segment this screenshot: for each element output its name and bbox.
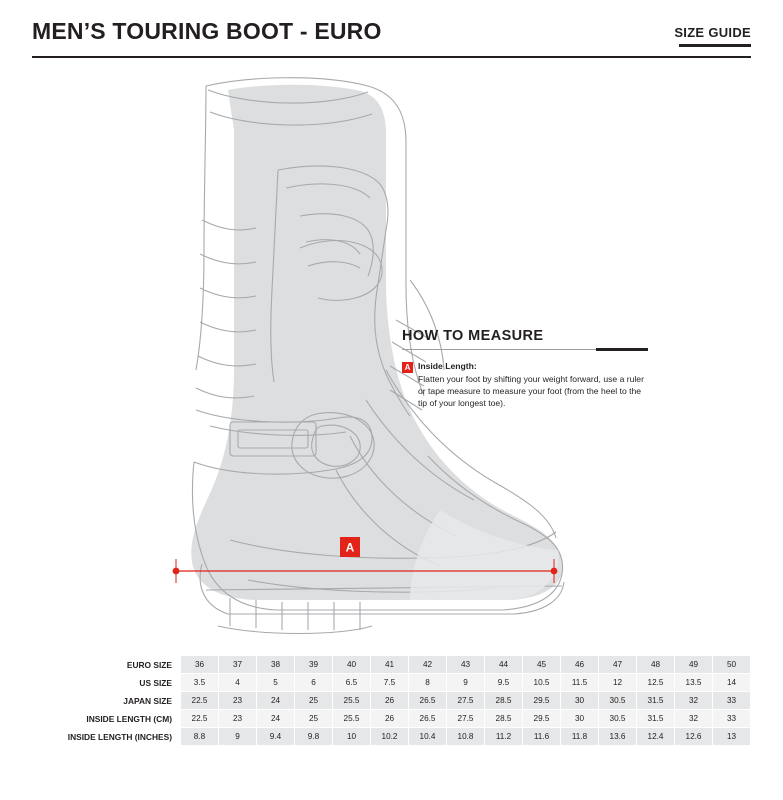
cell: 10.4 bbox=[409, 728, 447, 746]
table-row bbox=[33, 692, 751, 710]
cell: 24 bbox=[257, 692, 295, 710]
cell: 31.5 bbox=[637, 710, 675, 728]
cell: 13.6 bbox=[599, 728, 637, 746]
cell: 42 bbox=[409, 656, 447, 674]
cell: 25 bbox=[295, 710, 333, 728]
measure-description bbox=[418, 361, 652, 409]
page-title: MEN’S TOURING BOOT - EURO bbox=[32, 18, 382, 44]
row-label-euro-size: EURO SIZE bbox=[33, 656, 181, 674]
measure-item-text: Flatten your foot by shifting your weight forward, use a ruler or tape measure to measure your foot (from the heel to the tip of your longest toe). bbox=[418, 373, 644, 408]
cell: 11.8 bbox=[561, 728, 599, 746]
cell: 26 bbox=[371, 692, 409, 710]
cell: 33 bbox=[713, 710, 751, 728]
size-table-container bbox=[32, 655, 751, 746]
cell: 26.5 bbox=[409, 692, 447, 710]
how-to-measure-title: HOW TO MEASURE bbox=[402, 328, 544, 344]
table-row bbox=[33, 710, 751, 728]
cell: 10.5 bbox=[523, 674, 561, 692]
cell: 27.5 bbox=[447, 692, 485, 710]
cell: 22.5 bbox=[181, 710, 219, 728]
how-to-measure-section bbox=[402, 328, 652, 409]
cell: 9.8 bbox=[295, 728, 333, 746]
table-row bbox=[33, 674, 751, 692]
cell: 44 bbox=[485, 656, 523, 674]
cell: 28.5 bbox=[485, 692, 523, 710]
cell: 49 bbox=[675, 656, 713, 674]
cell: 33 bbox=[713, 692, 751, 710]
cell: 11.6 bbox=[523, 728, 561, 746]
cell: 25.5 bbox=[333, 692, 371, 710]
cell: 13 bbox=[713, 728, 751, 746]
row-label-inside-length-cm: INSIDE LENGTH (CM) bbox=[33, 710, 181, 728]
cell: 43 bbox=[447, 656, 485, 674]
svg-text:A: A bbox=[345, 540, 355, 555]
cell: 40 bbox=[333, 656, 371, 674]
cell: 46 bbox=[561, 656, 599, 674]
cell: 37 bbox=[219, 656, 257, 674]
measure-badge-label: A bbox=[402, 362, 413, 373]
cell: 32 bbox=[675, 710, 713, 728]
cell: 4 bbox=[219, 674, 257, 692]
cell: 8 bbox=[409, 674, 447, 692]
cell: 3.5 bbox=[181, 674, 219, 692]
header-right-group bbox=[674, 25, 751, 47]
cell: 45 bbox=[523, 656, 561, 674]
cell: 12.5 bbox=[637, 674, 675, 692]
cell: 10.8 bbox=[447, 728, 485, 746]
page-header bbox=[32, 18, 751, 60]
row-label-inside-length-inches: INSIDE LENGTH (INCHES) bbox=[33, 728, 181, 746]
cell: 10.2 bbox=[371, 728, 409, 746]
measure-badge-a bbox=[340, 537, 360, 557]
size-table bbox=[32, 655, 751, 746]
cell: 50 bbox=[713, 656, 751, 674]
how-to-measure-divider bbox=[402, 349, 648, 350]
cell: 6.5 bbox=[333, 674, 371, 692]
cell: 9 bbox=[447, 674, 485, 692]
cell: 48 bbox=[637, 656, 675, 674]
cell: 23 bbox=[219, 692, 257, 710]
row-label-japan-size: JAPAN SIZE bbox=[33, 692, 181, 710]
cell: 7.5 bbox=[371, 674, 409, 692]
cell: 12.4 bbox=[637, 728, 675, 746]
measure-item-label: Inside Length: bbox=[418, 361, 477, 371]
cell: 30.5 bbox=[599, 710, 637, 728]
header-accent-rule bbox=[679, 44, 751, 47]
cell: 27.5 bbox=[447, 710, 485, 728]
cell: 14 bbox=[713, 674, 751, 692]
cell: 32 bbox=[675, 692, 713, 710]
cell: 25 bbox=[295, 692, 333, 710]
cell: 9.5 bbox=[485, 674, 523, 692]
cell: 31.5 bbox=[637, 692, 675, 710]
cell: 23 bbox=[219, 710, 257, 728]
cell: 10 bbox=[333, 728, 371, 746]
cell: 22.5 bbox=[181, 692, 219, 710]
table-row bbox=[33, 728, 751, 746]
cell: 9.4 bbox=[257, 728, 295, 746]
table-row bbox=[33, 656, 751, 674]
cell: 30.5 bbox=[599, 692, 637, 710]
cell: 12.6 bbox=[675, 728, 713, 746]
cell: 5 bbox=[257, 674, 295, 692]
cell: 38 bbox=[257, 656, 295, 674]
cell: 9 bbox=[219, 728, 257, 746]
cell: 6 bbox=[295, 674, 333, 692]
cell: 29.5 bbox=[523, 710, 561, 728]
cell: 11.2 bbox=[485, 728, 523, 746]
cell: 36 bbox=[181, 656, 219, 674]
cell: 39 bbox=[295, 656, 333, 674]
cell: 24 bbox=[257, 710, 295, 728]
cell: 41 bbox=[371, 656, 409, 674]
cell: 30 bbox=[561, 710, 599, 728]
row-label-us-size: US SIZE bbox=[33, 674, 181, 692]
how-to-measure-item bbox=[402, 361, 652, 409]
cell: 29.5 bbox=[523, 692, 561, 710]
cell: 30 bbox=[561, 692, 599, 710]
cell: 26 bbox=[371, 710, 409, 728]
cell: 26.5 bbox=[409, 710, 447, 728]
cell: 25.5 bbox=[333, 710, 371, 728]
cell: 47 bbox=[599, 656, 637, 674]
header-divider bbox=[32, 56, 751, 58]
cell: 12 bbox=[599, 674, 637, 692]
cell: 13.5 bbox=[675, 674, 713, 692]
cell: 11.5 bbox=[561, 674, 599, 692]
size-guide-label: SIZE GUIDE bbox=[674, 25, 751, 40]
cell: 8.8 bbox=[181, 728, 219, 746]
cell: 28.5 bbox=[485, 710, 523, 728]
